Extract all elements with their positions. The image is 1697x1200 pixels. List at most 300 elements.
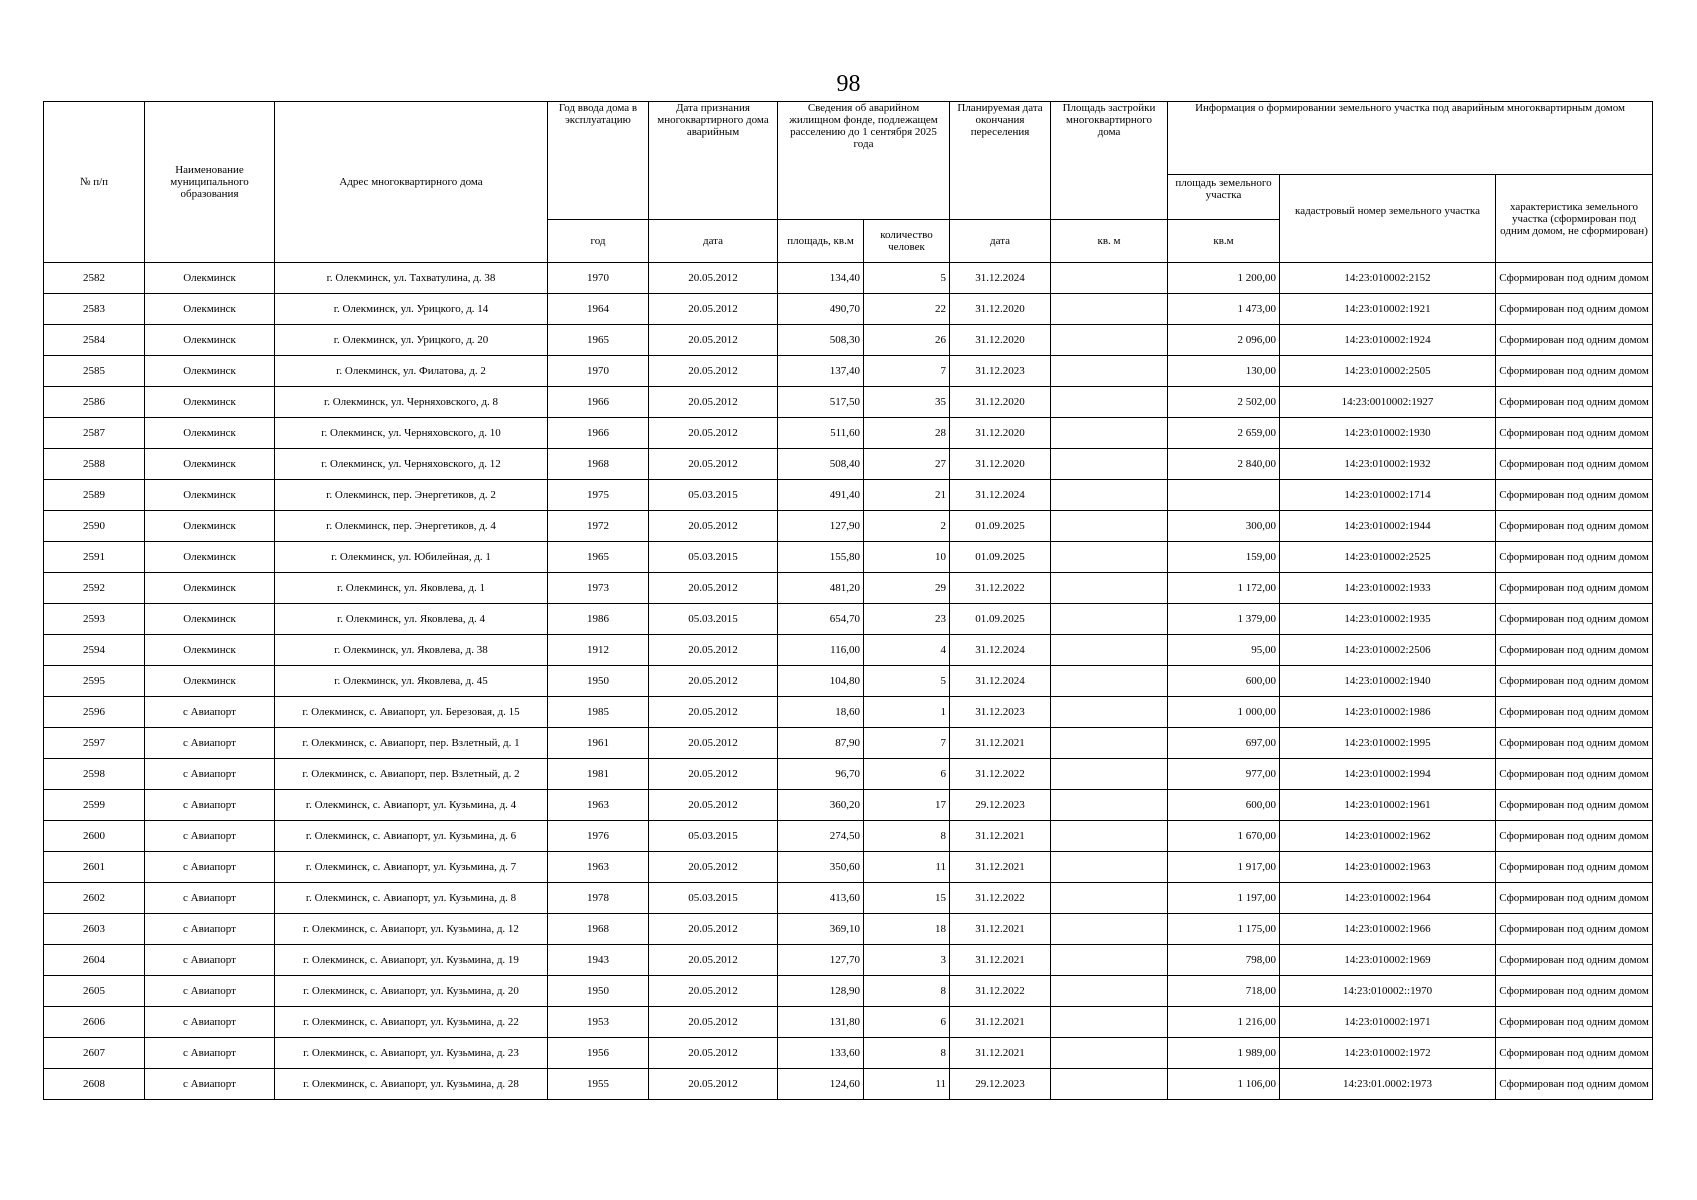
land-characteristic-cell: Сформирован под одним домом xyxy=(1496,914,1653,945)
area-cell: 350,60 xyxy=(778,852,864,883)
land-characteristic-cell: Сформирован под одним домом xyxy=(1496,635,1653,666)
planned-date-cell: 31.12.2021 xyxy=(950,945,1051,976)
land-area-cell: 1 106,00 xyxy=(1168,1069,1280,1100)
municipality-cell: Олекминск xyxy=(145,480,275,511)
address-cell: г. Олекминск, с. Авиапорт, пер. Взлетный, д. 1 xyxy=(275,728,548,759)
cadastral-number-cell: 14:23:010002:1940 xyxy=(1280,666,1496,697)
table-row xyxy=(44,852,1653,883)
land-characteristic-cell: Сформирован под одним домом xyxy=(1496,790,1653,821)
address-cell: г. Олекминск, с. Авиапорт, ул. Кузьмина, д. 8 xyxy=(275,883,548,914)
table-row xyxy=(44,666,1653,697)
address-cell: г. Олекминск, с. Авиапорт, ул. Кузьмина, д. 12 xyxy=(275,914,548,945)
emergency-date-cell: 20.05.2012 xyxy=(649,1069,778,1100)
table-row xyxy=(44,1007,1653,1038)
land-area-cell: 1 917,00 xyxy=(1168,852,1280,883)
emergency-date-cell: 20.05.2012 xyxy=(649,945,778,976)
emergency-date-cell: 05.03.2015 xyxy=(649,883,778,914)
row-number: 2585 xyxy=(44,356,145,387)
table-row xyxy=(44,480,1653,511)
emergency-date-cell: 20.05.2012 xyxy=(649,635,778,666)
address-cell: г. Олекминск, с. Авиапорт, ул. Кузьмина, д. 20 xyxy=(275,976,548,1007)
land-area-cell: 600,00 xyxy=(1168,790,1280,821)
row-number: 2606 xyxy=(44,1007,145,1038)
land-area-cell: 1 197,00 xyxy=(1168,883,1280,914)
row-number: 2602 xyxy=(44,883,145,914)
address-cell: г. Олекминск, с. Авиапорт, пер. Взлетный, д. 2 xyxy=(275,759,548,790)
cadastral-number-cell: 14:23:010002:1986 xyxy=(1280,697,1496,728)
building-area-cell xyxy=(1051,883,1168,914)
year-built-cell: 1955 xyxy=(548,1069,649,1100)
area-cell: 127,70 xyxy=(778,945,864,976)
land-characteristic-cell: Сформирован под одним домом xyxy=(1496,356,1653,387)
address-cell: г. Олекминск, ул. Урицкого, д. 20 xyxy=(275,325,548,356)
address-cell: г. Олекминск, с. Авиапорт, ул. Кузьмина, д. 22 xyxy=(275,1007,548,1038)
header-unit-year: год xyxy=(548,220,649,263)
planned-date-cell: 31.12.2021 xyxy=(950,1038,1051,1069)
planned-date-cell: 31.12.2024 xyxy=(950,666,1051,697)
address-cell: г. Олекминск, ул. Тахватулина, д. 38 xyxy=(275,263,548,294)
row-number: 2593 xyxy=(44,604,145,635)
row-number: 2600 xyxy=(44,821,145,852)
land-area-cell: 2 840,00 xyxy=(1168,449,1280,480)
land-characteristic-cell: Сформирован под одним домом xyxy=(1496,697,1653,728)
area-cell: 87,90 xyxy=(778,728,864,759)
land-area-cell: 977,00 xyxy=(1168,759,1280,790)
emergency-date-cell: 20.05.2012 xyxy=(649,1038,778,1069)
address-cell: г. Олекминск, ул. Юбилейная, д. 1 xyxy=(275,542,548,573)
land-characteristic-cell: Сформирован под одним домом xyxy=(1496,1069,1653,1100)
row-number: 2594 xyxy=(44,635,145,666)
land-characteristic-cell: Сформирован под одним домом xyxy=(1496,449,1653,480)
address-cell: г. Олекминск, с. Авиапорт, ул. Кузьмина, д. 19 xyxy=(275,945,548,976)
building-area-cell xyxy=(1051,759,1168,790)
people-cell: 35 xyxy=(864,387,950,418)
people-cell: 10 xyxy=(864,542,950,573)
emergency-date-cell: 20.05.2012 xyxy=(649,325,778,356)
land-characteristic-cell: Сформирован под одним домом xyxy=(1496,387,1653,418)
people-cell: 21 xyxy=(864,480,950,511)
municipality-cell: Олекминск xyxy=(145,325,275,356)
building-area-cell xyxy=(1051,387,1168,418)
planned-date-cell: 31.12.2020 xyxy=(950,387,1051,418)
planned-date-cell: 31.12.2023 xyxy=(950,356,1051,387)
area-cell: 360,20 xyxy=(778,790,864,821)
emergency-date-cell: 20.05.2012 xyxy=(649,852,778,883)
building-area-cell xyxy=(1051,852,1168,883)
area-cell: 369,10 xyxy=(778,914,864,945)
land-characteristic-cell: Сформирован под одним домом xyxy=(1496,883,1653,914)
planned-date-cell: 31.12.2023 xyxy=(950,697,1051,728)
year-built-cell: 1978 xyxy=(548,883,649,914)
table-row xyxy=(44,1069,1653,1100)
land-characteristic-cell: Сформирован под одним домом xyxy=(1496,821,1653,852)
people-cell: 7 xyxy=(864,728,950,759)
emergency-date-cell: 05.03.2015 xyxy=(649,480,778,511)
address-cell: г. Олекминск, пер. Энергетиков, д. 4 xyxy=(275,511,548,542)
municipality-cell: Олекминск xyxy=(145,387,275,418)
year-built-cell: 1972 xyxy=(548,511,649,542)
area-cell: 133,60 xyxy=(778,1038,864,1069)
header-characteristic: характеристика земельного участка (сформирован под одним домом, не сформирован) xyxy=(1496,175,1653,263)
planned-date-cell: 29.12.2023 xyxy=(950,1069,1051,1100)
cadastral-number-cell: 14:23:010002:1969 xyxy=(1280,945,1496,976)
area-cell: 124,60 xyxy=(778,1069,864,1100)
people-cell: 17 xyxy=(864,790,950,821)
planned-date-cell: 31.12.2020 xyxy=(950,325,1051,356)
land-characteristic-cell: Сформирован под одним домом xyxy=(1496,294,1653,325)
building-area-cell xyxy=(1051,728,1168,759)
cadastral-number-cell: 14:23:010002:1714 xyxy=(1280,480,1496,511)
year-built-cell: 1961 xyxy=(548,728,649,759)
row-number: 2599 xyxy=(44,790,145,821)
planned-date-cell: 31.12.2022 xyxy=(950,573,1051,604)
municipality-cell: Олекминск xyxy=(145,604,275,635)
table-row xyxy=(44,418,1653,449)
people-cell: 22 xyxy=(864,294,950,325)
table-row xyxy=(44,294,1653,325)
building-area-cell xyxy=(1051,542,1168,573)
people-cell: 29 xyxy=(864,573,950,604)
planned-date-cell: 31.12.2020 xyxy=(950,449,1051,480)
header-land-area: площадь земельного участка xyxy=(1168,175,1280,220)
header-land-info: Информация о формировании земельного участка под аварийным многоквартирным домом xyxy=(1168,102,1653,175)
row-number: 2604 xyxy=(44,945,145,976)
header-housing-info: Сведения об аварийном жилищном фонде, подлежащем расселению до 1 сентября 2025 года xyxy=(778,102,950,220)
land-characteristic-cell: Сформирован под одним домом xyxy=(1496,728,1653,759)
land-area-cell: 2 659,00 xyxy=(1168,418,1280,449)
municipality-cell: с Авиапорт xyxy=(145,1069,275,1100)
people-cell: 6 xyxy=(864,759,950,790)
land-area-cell: 1 175,00 xyxy=(1168,914,1280,945)
cadastral-number-cell: 14:23:010002:1935 xyxy=(1280,604,1496,635)
area-cell: 137,40 xyxy=(778,356,864,387)
people-cell: 26 xyxy=(864,325,950,356)
year-built-cell: 1976 xyxy=(548,821,649,852)
municipality-cell: с Авиапорт xyxy=(145,1038,275,1069)
area-cell: 517,50 xyxy=(778,387,864,418)
building-area-cell xyxy=(1051,697,1168,728)
cadastral-number-cell: 14:23:010002:1930 xyxy=(1280,418,1496,449)
land-area-cell: 159,00 xyxy=(1168,542,1280,573)
year-built-cell: 1981 xyxy=(548,759,649,790)
cadastral-number-cell: 14:23:010002:2506 xyxy=(1280,635,1496,666)
year-built-cell: 1964 xyxy=(548,294,649,325)
emergency-date-cell: 20.05.2012 xyxy=(649,511,778,542)
building-area-cell xyxy=(1051,790,1168,821)
emergency-date-cell: 20.05.2012 xyxy=(649,790,778,821)
municipality-cell: с Авиапорт xyxy=(145,728,275,759)
cadastral-number-cell: 14:23:010002:1924 xyxy=(1280,325,1496,356)
table-row xyxy=(44,945,1653,976)
land-characteristic-cell: Сформирован под одним домом xyxy=(1496,1007,1653,1038)
year-built-cell: 1963 xyxy=(548,852,649,883)
building-area-cell xyxy=(1051,356,1168,387)
municipality-cell: Олекминск xyxy=(145,542,275,573)
planned-date-cell: 31.12.2024 xyxy=(950,480,1051,511)
header-year-built: Год ввода дома в эксплуатацию xyxy=(548,102,649,220)
building-area-cell xyxy=(1051,976,1168,1007)
address-cell: г. Олекминск, ул. Черняховского, д. 10 xyxy=(275,418,548,449)
table-row xyxy=(44,511,1653,542)
building-area-cell xyxy=(1051,821,1168,852)
land-area-cell: 2 096,00 xyxy=(1168,325,1280,356)
municipality-cell: с Авиапорт xyxy=(145,790,275,821)
year-built-cell: 1912 xyxy=(548,635,649,666)
cadastral-number-cell: 14:23:010002:1921 xyxy=(1280,294,1496,325)
municipality-cell: Олекминск xyxy=(145,511,275,542)
area-cell: 491,40 xyxy=(778,480,864,511)
year-built-cell: 1965 xyxy=(548,542,649,573)
planned-date-cell: 31.12.2021 xyxy=(950,852,1051,883)
municipality-cell: с Авиапорт xyxy=(145,914,275,945)
emergency-date-cell: 05.03.2015 xyxy=(649,542,778,573)
row-number: 2591 xyxy=(44,542,145,573)
area-cell: 274,50 xyxy=(778,821,864,852)
header-address: Адрес многоквартирного дома xyxy=(275,102,548,263)
land-area-cell: 1 670,00 xyxy=(1168,821,1280,852)
year-built-cell: 1985 xyxy=(548,697,649,728)
building-area-cell xyxy=(1051,418,1168,449)
land-characteristic-cell: Сформирован под одним домом xyxy=(1496,480,1653,511)
municipality-cell: с Авиапорт xyxy=(145,759,275,790)
header-planned-date: Планируемая дата окончания переселения xyxy=(950,102,1051,220)
row-number: 2590 xyxy=(44,511,145,542)
planned-date-cell: 31.12.2022 xyxy=(950,883,1051,914)
table-row xyxy=(44,790,1653,821)
year-built-cell: 1970 xyxy=(548,356,649,387)
address-cell: г. Олекминск, ул. Яковлева, д. 1 xyxy=(275,573,548,604)
header-building-area: Площадь застройки многоквартирного дома xyxy=(1051,102,1168,220)
planned-date-cell: 01.09.2025 xyxy=(950,542,1051,573)
emergency-date-cell: 05.03.2015 xyxy=(649,821,778,852)
row-number: 2588 xyxy=(44,449,145,480)
address-cell: г. Олекминск, с. Авиапорт, ул. Кузьмина, д. 23 xyxy=(275,1038,548,1069)
emergency-date-cell: 20.05.2012 xyxy=(649,697,778,728)
municipality-cell: с Авиапорт xyxy=(145,852,275,883)
land-area-cell xyxy=(1168,480,1280,511)
table-row xyxy=(44,759,1653,790)
cadastral-number-cell: 14:23:010002:1972 xyxy=(1280,1038,1496,1069)
year-built-cell: 1953 xyxy=(548,1007,649,1038)
table-row xyxy=(44,573,1653,604)
people-cell: 15 xyxy=(864,883,950,914)
area-cell: 654,70 xyxy=(778,604,864,635)
table-row xyxy=(44,883,1653,914)
people-cell: 7 xyxy=(864,356,950,387)
municipality-cell: Олекминск xyxy=(145,294,275,325)
land-area-cell: 1 989,00 xyxy=(1168,1038,1280,1069)
row-number: 2607 xyxy=(44,1038,145,1069)
cadastral-number-cell: 14:23:010002:2525 xyxy=(1280,542,1496,573)
header-unit-sqm2: кв.м xyxy=(1168,220,1280,263)
area-cell: 134,40 xyxy=(778,263,864,294)
land-area-cell: 600,00 xyxy=(1168,666,1280,697)
address-cell: г. Олекминск, ул. Филатова, д. 2 xyxy=(275,356,548,387)
planned-date-cell: 31.12.2024 xyxy=(950,635,1051,666)
table-header xyxy=(44,102,1653,263)
emergency-date-cell: 20.05.2012 xyxy=(649,573,778,604)
area-cell: 490,70 xyxy=(778,294,864,325)
emergency-date-cell: 20.05.2012 xyxy=(649,1007,778,1038)
municipality-cell: с Авиапорт xyxy=(145,697,275,728)
table-row xyxy=(44,976,1653,1007)
area-cell: 508,30 xyxy=(778,325,864,356)
cadastral-number-cell: 14:23:010002::1970 xyxy=(1280,976,1496,1007)
emergency-date-cell: 05.03.2015 xyxy=(649,604,778,635)
cadastral-number-cell: 14:23:010002:1994 xyxy=(1280,759,1496,790)
people-cell: 11 xyxy=(864,852,950,883)
header-municipality: Наименование муниципального образования xyxy=(145,102,275,263)
cadastral-number-cell: 14:23:010002:1933 xyxy=(1280,573,1496,604)
land-area-cell: 1 200,00 xyxy=(1168,263,1280,294)
building-area-cell xyxy=(1051,604,1168,635)
year-built-cell: 1950 xyxy=(548,666,649,697)
address-cell: г. Олекминск, с. Авиапорт, ул. Кузьмина, д. 6 xyxy=(275,821,548,852)
municipality-cell: Олекминск xyxy=(145,263,275,294)
table-row xyxy=(44,821,1653,852)
people-cell: 11 xyxy=(864,1069,950,1100)
people-cell: 23 xyxy=(864,604,950,635)
address-cell: г. Олекминск, с. Авиапорт, ул. Кузьмина, д. 28 xyxy=(275,1069,548,1100)
emergency-date-cell: 20.05.2012 xyxy=(649,728,778,759)
table-row xyxy=(44,697,1653,728)
municipality-cell: с Авиапорт xyxy=(145,1007,275,1038)
address-cell: г. Олекминск, ул. Черняховского, д. 8 xyxy=(275,387,548,418)
year-built-cell: 1965 xyxy=(548,325,649,356)
land-area-cell: 718,00 xyxy=(1168,976,1280,1007)
building-area-cell xyxy=(1051,573,1168,604)
land-area-cell: 1 216,00 xyxy=(1168,1007,1280,1038)
year-built-cell: 1966 xyxy=(548,418,649,449)
land-area-cell: 1 379,00 xyxy=(1168,604,1280,635)
area-cell: 18,60 xyxy=(778,697,864,728)
building-area-cell xyxy=(1051,1007,1168,1038)
row-number: 2584 xyxy=(44,325,145,356)
emergency-date-cell: 20.05.2012 xyxy=(649,294,778,325)
planned-date-cell: 31.12.2024 xyxy=(950,263,1051,294)
header-unit-date: дата xyxy=(649,220,778,263)
table-row xyxy=(44,1038,1653,1069)
building-area-cell xyxy=(1051,325,1168,356)
land-characteristic-cell: Сформирован под одним домом xyxy=(1496,759,1653,790)
header-unit-people: количество человек xyxy=(864,220,950,263)
planned-date-cell: 31.12.2022 xyxy=(950,976,1051,1007)
cadastral-number-cell: 14:23:010002:1971 xyxy=(1280,1007,1496,1038)
planned-date-cell: 31.12.2020 xyxy=(950,418,1051,449)
people-cell: 5 xyxy=(864,263,950,294)
year-built-cell: 1968 xyxy=(548,449,649,480)
planned-date-cell: 01.09.2025 xyxy=(950,511,1051,542)
building-area-cell xyxy=(1051,263,1168,294)
people-cell: 1 xyxy=(864,697,950,728)
land-area-cell: 95,00 xyxy=(1168,635,1280,666)
page-number: 98 xyxy=(836,71,861,97)
land-area-cell: 2 502,00 xyxy=(1168,387,1280,418)
emergency-date-cell: 20.05.2012 xyxy=(649,914,778,945)
land-characteristic-cell: Сформирован под одним домом xyxy=(1496,1038,1653,1069)
year-built-cell: 1968 xyxy=(548,914,649,945)
emergency-date-cell: 20.05.2012 xyxy=(649,263,778,294)
planned-date-cell: 31.12.2022 xyxy=(950,759,1051,790)
row-number: 2587 xyxy=(44,418,145,449)
row-number: 2583 xyxy=(44,294,145,325)
cadastral-number-cell: 14:23:01.0002:1973 xyxy=(1280,1069,1496,1100)
emergency-date-cell: 20.05.2012 xyxy=(649,976,778,1007)
emergency-date-cell: 20.05.2012 xyxy=(649,418,778,449)
area-cell: 127,90 xyxy=(778,511,864,542)
cadastral-number-cell: 14:23:010002:1944 xyxy=(1280,511,1496,542)
row-number: 2596 xyxy=(44,697,145,728)
area-cell: 116,00 xyxy=(778,635,864,666)
area-cell: 413,60 xyxy=(778,883,864,914)
people-cell: 18 xyxy=(864,914,950,945)
header-unit-area: площадь, кв.м xyxy=(778,220,864,263)
building-area-cell xyxy=(1051,666,1168,697)
municipality-cell: с Авиапорт xyxy=(145,945,275,976)
people-cell: 8 xyxy=(864,976,950,1007)
year-built-cell: 1950 xyxy=(548,976,649,1007)
municipality-cell: с Авиапорт xyxy=(145,883,275,914)
building-area-cell xyxy=(1051,1069,1168,1100)
land-area-cell: 300,00 xyxy=(1168,511,1280,542)
planned-date-cell: 31.12.2021 xyxy=(950,728,1051,759)
header-num: № п/п xyxy=(44,102,145,263)
table-row xyxy=(44,604,1653,635)
cadastral-number-cell: 14:23:010002:2505 xyxy=(1280,356,1496,387)
header-cadastral: кадастровый номер земельного участка xyxy=(1280,175,1496,263)
land-area-cell: 1 473,00 xyxy=(1168,294,1280,325)
area-cell: 481,20 xyxy=(778,573,864,604)
land-characteristic-cell: Сформирован под одним домом xyxy=(1496,945,1653,976)
planned-date-cell: 31.12.2020 xyxy=(950,294,1051,325)
header-unit-date2: дата xyxy=(950,220,1051,263)
row-number: 2592 xyxy=(44,573,145,604)
planned-date-cell: 31.12.2021 xyxy=(950,914,1051,945)
building-area-cell xyxy=(1051,1038,1168,1069)
building-area-cell xyxy=(1051,294,1168,325)
land-characteristic-cell: Сформирован под одним домом xyxy=(1496,666,1653,697)
people-cell: 6 xyxy=(864,1007,950,1038)
building-area-cell xyxy=(1051,914,1168,945)
header-unit-sqm: кв. м xyxy=(1051,220,1168,263)
people-cell: 8 xyxy=(864,821,950,852)
address-cell: г. Олекминск, с. Авиапорт, ул. Кузьмина, д. 7 xyxy=(275,852,548,883)
year-built-cell: 1986 xyxy=(548,604,649,635)
cadastral-number-cell: 14:23:010002:1995 xyxy=(1280,728,1496,759)
land-characteristic-cell: Сформирован под одним домом xyxy=(1496,325,1653,356)
cadastral-number-cell: 14:23:010002:1966 xyxy=(1280,914,1496,945)
year-built-cell: 1970 xyxy=(548,263,649,294)
emergency-housing-table xyxy=(43,101,1653,1100)
land-area-cell: 130,00 xyxy=(1168,356,1280,387)
cadastral-number-cell: 14:23:010002:1961 xyxy=(1280,790,1496,821)
address-cell: г. Олекминск, ул. Яковлева, д. 38 xyxy=(275,635,548,666)
year-built-cell: 1963 xyxy=(548,790,649,821)
row-number: 2605 xyxy=(44,976,145,1007)
address-cell: г. Олекминск, ул. Черняховского, д. 12 xyxy=(275,449,548,480)
address-cell: г. Олекминск, ул. Яковлева, д. 45 xyxy=(275,666,548,697)
row-number: 2608 xyxy=(44,1069,145,1100)
land-area-cell: 697,00 xyxy=(1168,728,1280,759)
year-built-cell: 1943 xyxy=(548,945,649,976)
cadastral-number-cell: 14:23:010002:1962 xyxy=(1280,821,1496,852)
table-row xyxy=(44,387,1653,418)
people-cell: 2 xyxy=(864,511,950,542)
table-row xyxy=(44,635,1653,666)
table-row xyxy=(44,263,1653,294)
table-row xyxy=(44,356,1653,387)
emergency-date-cell: 20.05.2012 xyxy=(649,666,778,697)
